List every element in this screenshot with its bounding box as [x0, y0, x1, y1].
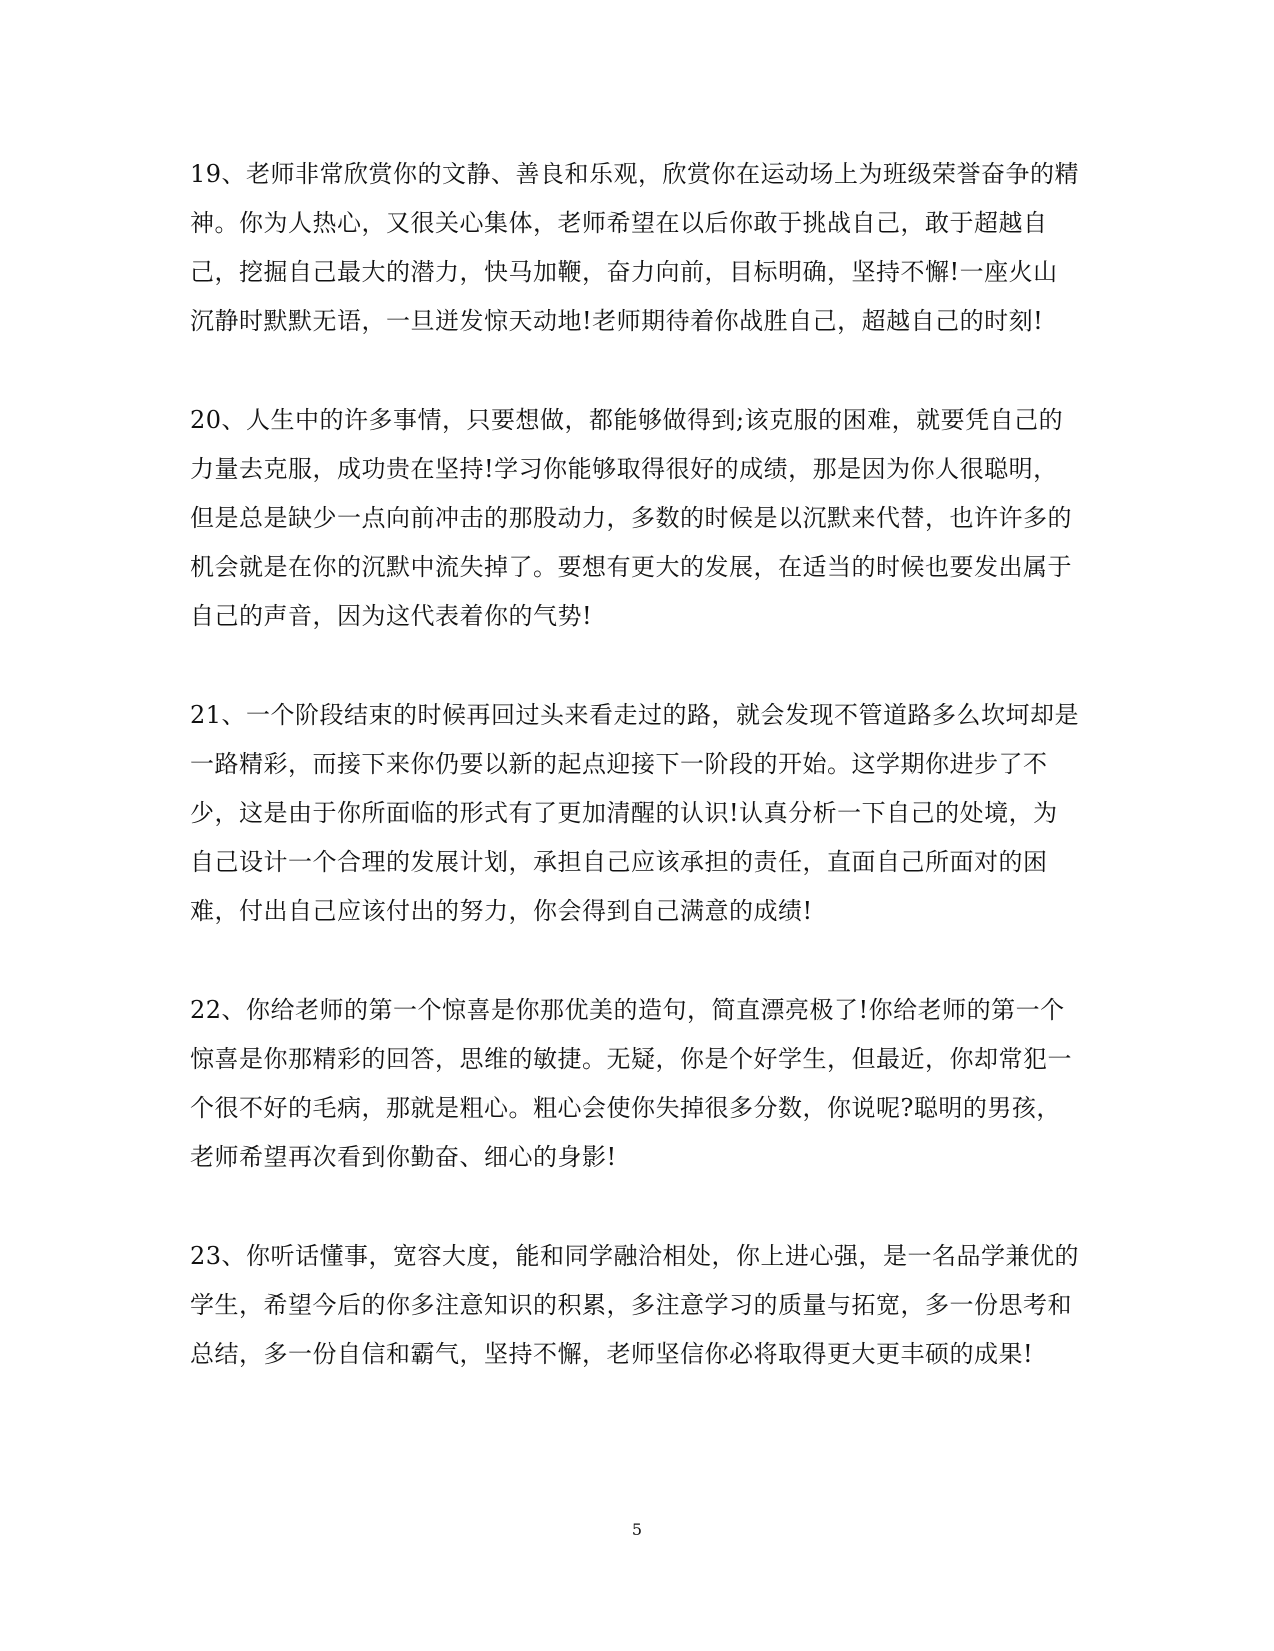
paragraph-21: 21、一个阶段结束的时候再回过头来看走过的路，就会发现不管道路多么坎坷却是一路精彩，而接下来你仍要以新的起点迎接下一阶段的开始。这学期你进步了不少，这是由于你所面临的形式有了更加清醒的认识!认真分析一下自己的处境，为自己设计一个合理的发展计划，承担自己应该承担的责任，直面自己所面对的困难，付出自己应该付出的努力，你会得到自己满意的成绩! — [190, 701, 1080, 925]
paragraph-22: 22、你给老师的第一个惊喜是你那优美的造句，简直漂亮极了!你给老师的第一个惊喜是你那精彩的回答，思维的敏捷。无疑，你是个好学生，但最近，你却常犯一个很不好的毛病，那就是粗心。粗心会使你失掉很多分数，你说呢?聪明的男孩，老师希望再次看到你勤奋、细心的身影! — [190, 996, 1072, 1171]
paragraph-19: 19、老师非常欣赏你的文静、善良和乐观，欣赏你在运动场上为班级荣誉奋争的精神。你为人热心，又很关心集体，老师希望在以后你敢于挑战自己，敢于超越自己，挖掘自己最大的潜力，快马加鞭，奋力向前，目标明确，坚持不懈!一座火山沉静时默默无语，一旦迸发惊天动地!老师期待着你战胜自己，超越自己的时刻! — [190, 160, 1080, 335]
page-number: 5 — [631, 1520, 643, 1539]
paragraph-20: 20、人生中的许多事情，只要想做，都能够做得到;该克服的困难，就要凭自己的力量去克服，成功贵在坚持!学习你能够取得很好的成绩，那是因为你人很聪明，但是总是缺少一点向前冲击的那股动力，多数的时候是以沉默来代替，也许许多的机会就是在你的沉默中流失掉了。要想有更大的发展，在适当的时候也要发出属于自己的声音，因为这代表着你的气势! — [190, 406, 1072, 630]
document-body — [190, 150, 1080, 1429]
paragraph-23: 23、你听话懂事，宽容大度，能和同学融洽相处，你上进心强，是一名品学兼优的学生，希望今后的你多注意知识的积累，多注意学习的质量与拓宽，多一份思考和总结，多一份自信和霸气，坚持不懈，老师坚信你必将取得更大更丰硕的成果! — [190, 1242, 1080, 1368]
